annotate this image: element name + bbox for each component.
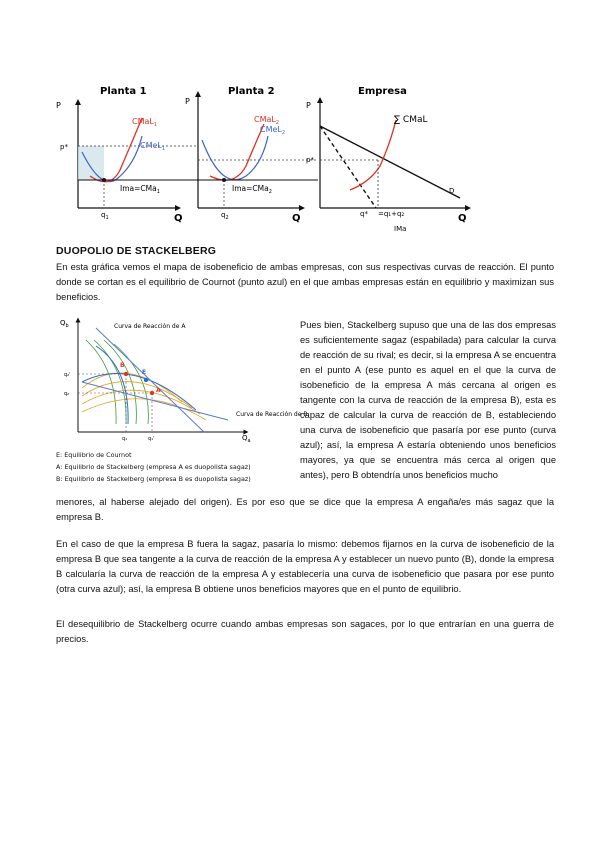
reaction-figure	[56, 316, 308, 446]
q-label: q	[101, 211, 106, 219]
reaction-b-label: Curva de Reacción de B	[236, 411, 308, 418]
cma-sub: 1	[153, 122, 158, 128]
q-sub: 1	[105, 215, 109, 221]
cma-curve	[210, 124, 264, 180]
cme-curve	[202, 136, 268, 180]
svg-text:q2	[221, 211, 229, 221]
x-axis-label: Q	[458, 213, 467, 224]
demand-label: D	[449, 187, 455, 195]
x-tick-2: q₁'	[148, 436, 155, 442]
y-axis-label: Q	[60, 319, 66, 327]
price-label: p*	[60, 143, 68, 151]
cme-sub: 1	[161, 146, 166, 152]
ima-sub: 2	[268, 189, 272, 195]
cma-label: CMaL	[254, 115, 276, 124]
point-a-label: A	[156, 387, 161, 394]
reaction-line-a	[96, 328, 204, 432]
x-axis-label: Q	[242, 434, 248, 442]
reaction-line-b	[82, 382, 228, 420]
panel-title: Planta 1	[100, 86, 147, 97]
point-e-label: E	[142, 369, 147, 376]
intro-paragraph: En esta gráfica vemos el mapa de isobeneficio de ambas empresas, con sus respectivas curvas de reacción. El punto donde se cortan es el equilibrio de Cournot (punto azul) en el que ambas empresas están en equilibrio y maximizan sus beneficios.	[56, 262, 554, 302]
y-axis-sub: b	[65, 323, 69, 329]
panel-empresa	[306, 86, 468, 233]
ima-label: Ima=CMa	[232, 184, 269, 193]
panel-title: Empresa	[358, 86, 407, 97]
y-axis-label: P	[185, 97, 190, 106]
ima-label: IMa	[394, 225, 407, 233]
x-axis-label: Q	[174, 213, 183, 224]
paragraph-3: En el caso de que la empresa B fuera la sagaz, pasaría lo mismo: debemos fijarnos en la curva de isobeneficio de la empresa B que sea tangente a la curva de reacción de la empresa A y establecer un nuevo punto (B), donde la empresa B calcularía la curva de reacción de la empresa A y establecería una curva de isobeneficio que pasara por ese punto (otra curva azul); así, la empresa B obtiene unos beneficios mayores que en el punto de equilibrio.	[56, 539, 554, 594]
q-label: q*	[360, 210, 368, 218]
cme-label: CMeL	[260, 125, 282, 134]
section-title: DUOPOLIO DE STACKELBERG	[56, 245, 217, 257]
y-axis-label: P	[56, 101, 61, 110]
point-e	[144, 378, 148, 382]
point-b-label: B	[120, 362, 125, 369]
svg-text:Ima=CMa2	[232, 184, 272, 195]
ima-label: Ima=CMa	[120, 184, 157, 193]
cma-label: CMaL	[132, 117, 154, 126]
figure-legend	[56, 449, 296, 485]
point-a	[150, 391, 154, 395]
svg-text:Qa	[242, 434, 251, 444]
legend-a: A: Equilibrio de Stackelberg (empresa A es duopolista sagaz)	[56, 463, 251, 471]
point-b	[124, 372, 128, 376]
legend-b: B: Equilibrio de Stackelberg (empresa B es duopolista sagaz)	[56, 475, 251, 483]
legend-e: E: Equilibrio de Cournot	[56, 451, 132, 459]
panel-planta-1	[56, 86, 200, 224]
paragraph-4: El desequilibrio de Stackelberg ocurre cuando ambas empresas son sagaces, por lo que entrarían en una guerra de precios.	[56, 619, 554, 644]
cme-label: CMeL	[140, 141, 162, 150]
cme-sub: 2	[281, 130, 286, 136]
q-label: q	[221, 211, 226, 219]
y-axis-label: P	[306, 101, 311, 110]
svg-text:CMeL1	[140, 141, 165, 152]
continuation-paragraph: menores, al haberse alejado del origen). Es por eso que se dice que la empresa A engaña/es más sagaz que la empresa B.	[56, 497, 554, 522]
cma-sub: 2	[275, 120, 280, 126]
svg-text:q1	[101, 211, 109, 221]
svg-text:CMeL2	[260, 125, 285, 136]
y-tick-1: q₂'	[64, 372, 71, 378]
img-line	[320, 126, 376, 208]
q-sub: 2	[225, 215, 229, 221]
top-figure	[50, 80, 480, 240]
profit-area	[78, 146, 104, 180]
x-axis-label: Q	[292, 213, 301, 224]
panel-planta-2	[185, 86, 318, 224]
svg-text:Qb	[60, 319, 69, 329]
svg-text:CMaL1	[132, 117, 157, 128]
q-sum-label: =q₁+q₂	[378, 210, 405, 218]
demand-line	[320, 126, 460, 198]
x-tick-1: q₁	[122, 436, 128, 442]
x-axis-sub: a	[247, 438, 251, 444]
panel-title: Planta 2	[228, 86, 275, 97]
svg-text:Ima=CMa1	[120, 184, 160, 195]
ima-sub: 1	[156, 189, 160, 195]
right-paragraph: Pues bien, Stackelberg supuso que una de las dos empresas es suficientemente sagaz (espabilada) para calcular la curva de reacción de su rival; es decir, si la empresa A se encuentra en el punto A (ese punto es aquel en el que la curva de isobeneficio de la empresa A más cercana al origen es tangente con la curva de reacción de la empresa B), esta es capaz de calcular la curva de reacción de B, estableciendo una curva de isobeneficio que pasaría por ese punto (curva azul); así, la empresa A estaría obteniendo unos beneficios mayores, ya que se encuentra más cerca al origen que antes), pero B obtendría unos beneficios mucho	[300, 320, 556, 480]
reaction-a-label: Curva de Reacción de A	[114, 323, 186, 330]
sum-label: ∑ CMaL	[394, 115, 428, 125]
price-label: p*	[306, 156, 314, 164]
y-tick-2: q₂	[64, 391, 70, 397]
